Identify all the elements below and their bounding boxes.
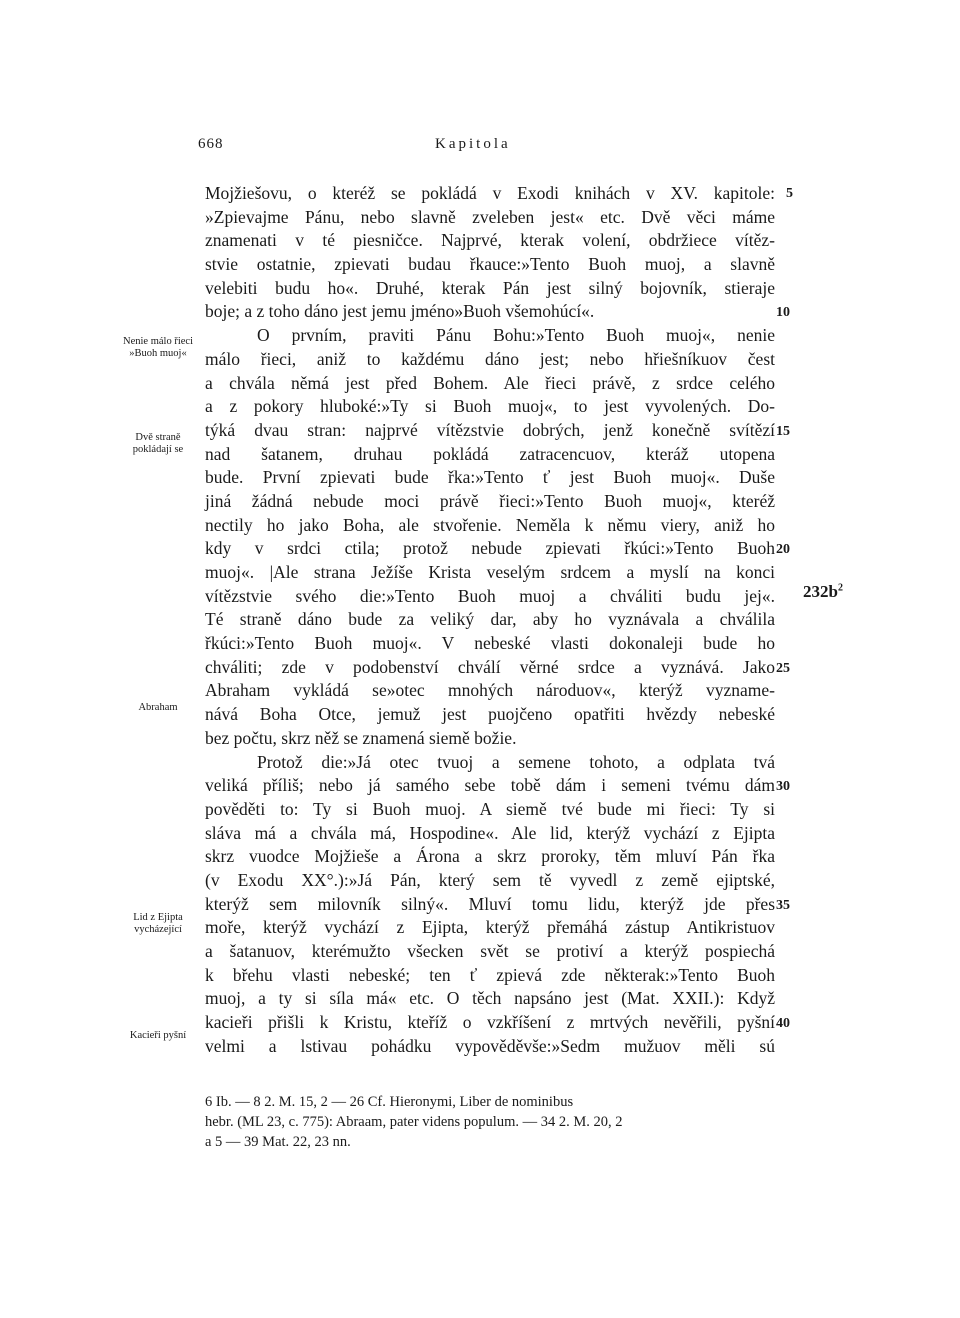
line-number: 20 <box>776 542 790 557</box>
marginal-note: Nenie málo řieci »Buoh muoj« <box>123 336 193 359</box>
text-line: bude. První zpievati bude řka:»Tento ť jest Buoh muoj«. Duše <box>205 467 775 488</box>
line-number: 30 <box>776 779 790 794</box>
page-header <box>0 136 960 160</box>
text-line: moře, kterýž vychází z Ejipta, kterýž přemáhá zástup Antikristuov <box>205 917 775 938</box>
footnote-line: a 5 — 39 Mat. 22, 23 nn. <box>205 1134 351 1150</box>
running-head: Kapitola <box>435 136 511 152</box>
text-line: muoj«. |Ale strana Ježíše Krista veselým srdcem a myslí na konci <box>205 562 775 582</box>
text-line: kdy v srdci ctila; protož nebude zpievati řkúci:»Tento Buoh <box>205 538 775 559</box>
text-line: a šatanuov, kterémužto všecken svět se protiví a kterýž pospiechá <box>205 941 775 961</box>
line-number: 10 <box>776 305 790 320</box>
text-line: málo řieci, aniž to každému dáno jest; nebo hřiešníkuov čest <box>205 348 775 369</box>
text-line: nává Boha Otce, jemuž jest puojčeno opatřiti hvězdy nebeské <box>205 704 775 725</box>
text-line: a chvála němá jest před Bohem. Ale řieci právě, z srdce celého <box>205 372 775 393</box>
text-line: velmi a lstivau pohádku vypověděvše:»Sedm mužuov měli sú <box>205 1035 775 1056</box>
text-line: Abraham vykládá se»otec mnohých národuov«, kterýž vyzname- <box>205 680 775 701</box>
text-line: nectily ho jako Boha, ale stvořenie. Neměla k němu viery, aniž ho <box>205 514 775 535</box>
footnote-line: hebr. (ML 23, c. 775): Abraam, pater videns populum. — 34 2. M. 20, 2 <box>205 1114 623 1130</box>
text-line: Mojžiešovu, o kteréž se pokládá v Exodi knihách v XV. kapitole: <box>205 183 775 203</box>
text-line: Protož die:»Já otec tvuoj a semene tohoto, a odplata tvá <box>257 751 775 772</box>
text-line: velebiti budu ho«. Druhé, kterak Pán jest silný bojovník, stieraje <box>205 277 775 298</box>
text-line: sláva má a chvála má, Hospodine«. Ale lid, kterýž vychází z Ejipta <box>205 822 775 843</box>
text-line: boje; a z toho dáno jest jemu jméno»Buoh všemohúcí«. <box>205 301 595 322</box>
text-line: a z pokory hluboké:»Ty si Buoh muoj«, to jest vyvolených. Do- <box>205 396 775 417</box>
text-line: bez počtu, skrz něž se znamená siemě božie. <box>205 727 517 748</box>
text-line: »Zpievajme Pánu, nebo slavně zveleben jest« etc. Dvě věci máme <box>205 206 775 227</box>
text-line: O prvním, praviti Pánu Bohu:»Tento Buoh muoj«, nenie <box>257 325 775 346</box>
footnote-line: 6 Ib. — 8 2. M. 15, 2 — 26 Cf. Hieronymi, Liber de nominibus <box>205 1094 574 1110</box>
marginal-note: Dvě straně pokládají se <box>132 432 184 455</box>
text-line: řkúci:»Tento Buoh muoj«. V nebeské vlasti dokonaleji bude ho <box>205 633 775 654</box>
text-line: stvie ostatnie, zpievati budau řkauce:»Tento Buoh muoj, a slavně <box>205 254 775 275</box>
text-line: kacieři přišli k Kristu, kteříž o vzkříšení z mrtvých nevěřili, pyšní <box>205 1012 775 1033</box>
folio-marker: $232b^2$ <box>803 582 843 601</box>
line-number: 25 <box>776 661 790 676</box>
marginal-note: Kacieři pyšní <box>129 1030 187 1041</box>
page-number: 668 <box>198 136 224 152</box>
main-text <box>205 182 775 1058</box>
text-line: jiná žádná nebude moci právě řieci:»Tento Buoh muoj«, kteréž <box>205 490 775 511</box>
line-number: 5 <box>786 186 793 201</box>
footnotes <box>205 1092 775 1152</box>
text-line: kterýž sem milovník silný«. Mluví tomu lidu, kterýž jde přes <box>205 893 775 914</box>
marginal-note: Abraham <box>138 702 178 713</box>
line-number: 40 <box>776 1016 790 1031</box>
text-line: vítězstvie svého die:»Tento Buoh muoj a chváliti budu jej«. <box>205 585 775 606</box>
text-line: Té straně dáno bude za veliký dar, aby ho vyznávala a chválila <box>205 609 775 630</box>
text-line: muoj, a ty si síla má« etc. O těch napsáno jest (Mat. XXII.): Když <box>205 988 775 1009</box>
line-number: 15 <box>776 424 790 439</box>
text-line: k břehu vlasti nebeské; ten ť zpievá zde některak:»Tento Buoh <box>205 964 775 985</box>
marginal-note: Lid z Ejipta vycházející <box>133 912 183 935</box>
text-line: veliká příliš; nebo já samého sebe tobě dám i semeni tvému dám <box>205 775 775 796</box>
text-line: znamenati v té piesničce. Najprvé, kterak volení, obdržiece vítěz- <box>205 230 775 251</box>
text-line: nad šatanem, druhau pokládá zatracencuov, kteráž utopena <box>205 443 775 464</box>
text-line: týká dvau stran: najprvé vítězstvie dobrých, jenž konečně svítězí <box>205 419 775 440</box>
text-line: (v Exodu XX°.):»Já Pán, který sem tě vyvedl z země ejiptské, <box>205 869 775 890</box>
text-line: chváliti; zde v podobenství chválí věrné srdce a vyznává. Jako <box>205 656 775 677</box>
text-line: pověděti to: Ty si Buoh muoj. A siemě tvé bude mi řieci: Ty si <box>205 798 775 819</box>
line-number: 35 <box>776 898 790 913</box>
text-line: skrz vuodce Mojžieše a Árona a skrz proroky, těm mluví Pán řka <box>205 846 775 867</box>
